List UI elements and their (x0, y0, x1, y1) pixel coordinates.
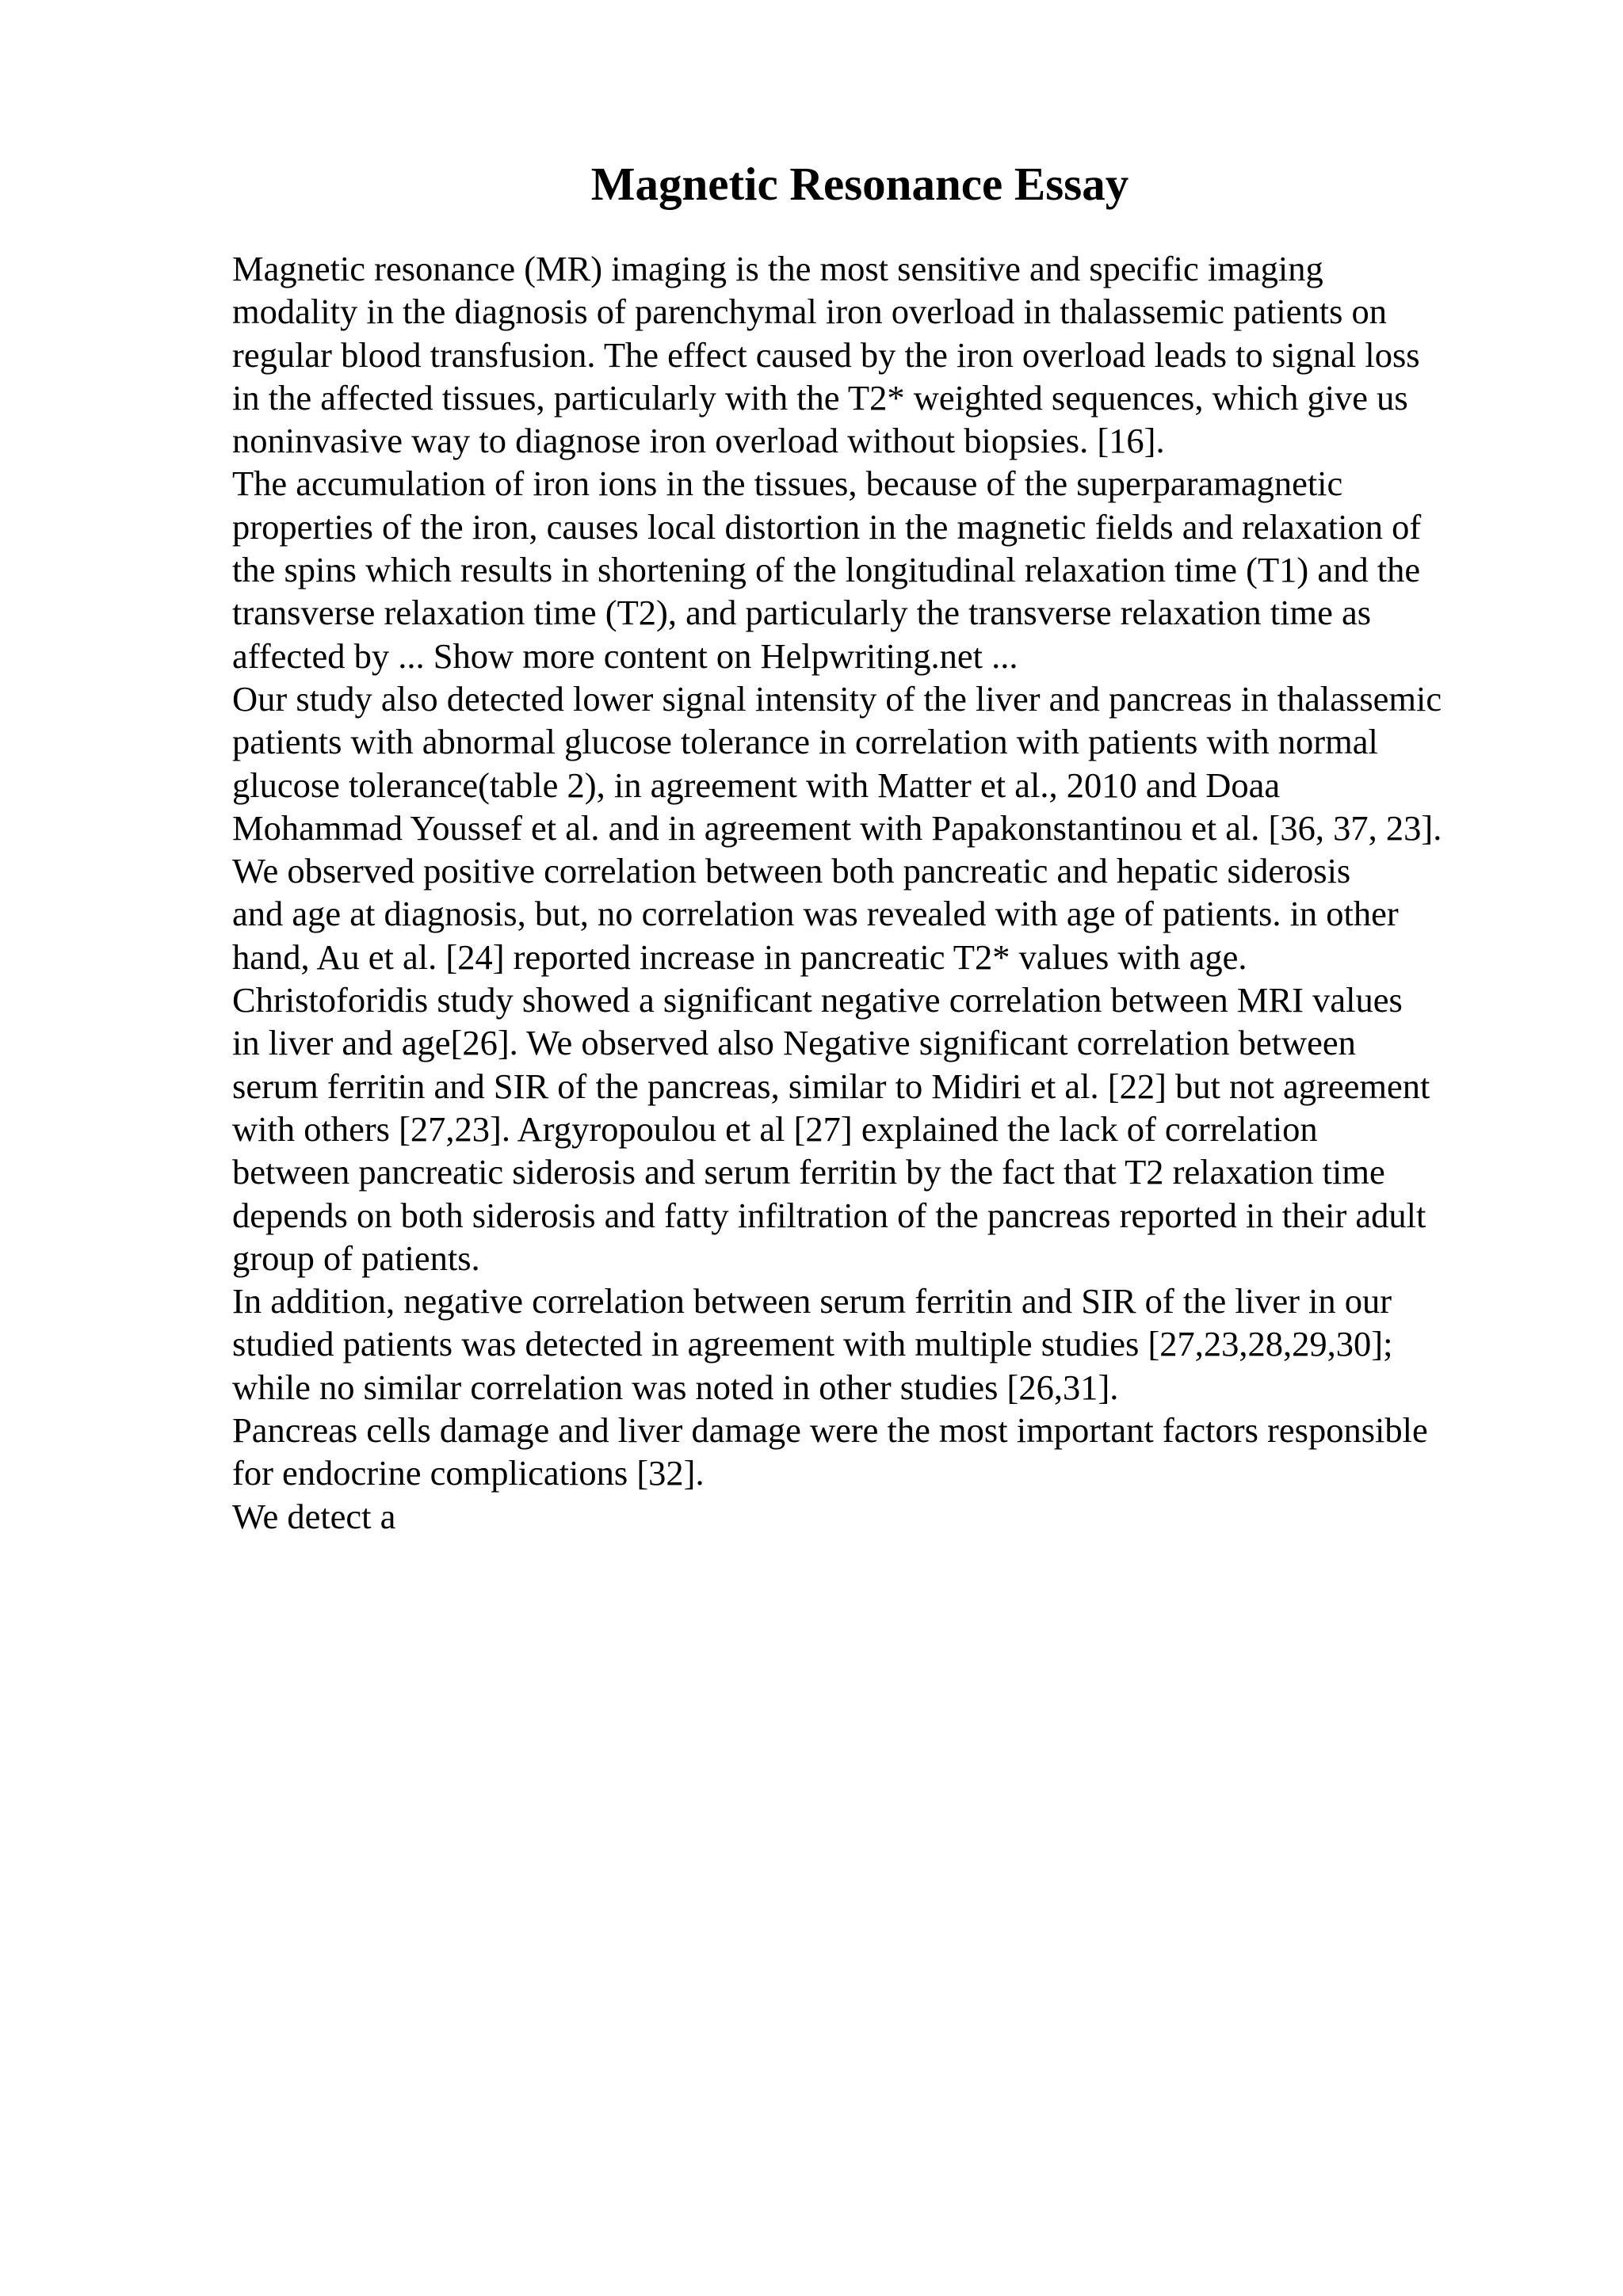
body-line: studied patients was detected in agreement with multiple studies [27,23,28,29,30]; (232, 1324, 1393, 1364)
body-line: Magnetic resonance (MR) imaging is the most sensitive and specific imaging (232, 249, 1323, 288)
body-line: glucose tolerance(table 2), in agreement with Matter et al., 2010 and Doaa (232, 765, 1281, 805)
body-line: Mohammad Youssef et al. and in agreement with Papakonstantinou et al. [36, 37, 23]. (232, 807, 1442, 848)
body-line: transverse relaxation time (T2), and particularly the transverse relaxation time as (232, 593, 1372, 633)
body-line: Christoforidis study showed a significant negative correlation between MRI values (232, 980, 1403, 1020)
document-title: Magnetic Resonance Essay (590, 158, 1129, 210)
document-body (232, 247, 1595, 1538)
body-line: regular blood transfusion. The effect caused by the iron overload leads to signal loss (232, 334, 1420, 375)
body-line: Our study also detected lower signal intensity of the liver and pancreas in thalassemic (232, 678, 1442, 719)
body-line: with others [27,23]. Argyropoulou et al [27] explained the lack of correlation (232, 1108, 1318, 1149)
body-line: group of patients. (232, 1238, 480, 1278)
body-line: serum ferritin and SIR of the pancreas, similar to Midiri et al. [22] but not agreement (232, 1066, 1430, 1106)
body-line: In addition, negative correlation between serum ferritin and SIR of the liver in our (232, 1281, 1392, 1322)
body-line: We detect a (232, 1496, 396, 1536)
body-line: We observed positive correlation between both pancreatic and hepatic siderosis (232, 851, 1351, 891)
body-line: modality in the diagnosis of parenchymal iron overload in thalassemic patients on (232, 292, 1388, 332)
body-line: in liver and age[26]. We observed also Negative significant correlation between (232, 1023, 1356, 1063)
body-line: properties of the iron, causes local distortion in the magnetic fields and relaxation of (232, 506, 1422, 547)
body-line: patients with abnormal glucose tolerance in correlation with patients with normal (232, 722, 1378, 762)
body-line: and age at diagnosis, but, no correlation was revealed with age of patients. in other (232, 894, 1399, 934)
body-line: The accumulation of iron ions in the tissues, because of the superparamagnetic (232, 463, 1343, 504)
body-line: Pancreas cells damage and liver damage were the most important factors responsible (232, 1410, 1428, 1451)
body-line: depends on both siderosis and fatty infiltration of the pancreas reported in their adult (232, 1195, 1426, 1235)
body-line: while no similar correlation was noted in other studies [26,31]. (232, 1367, 1119, 1407)
body-line: for endocrine complications [32]. (232, 1453, 705, 1493)
body-line: in the affected tissues, particularly with the T2* weighted sequences, which give us (232, 377, 1408, 418)
body-line: the spins which results in shortening of the longitudinal relaxation time (T1) and the (232, 550, 1421, 590)
body-line: hand, Au et al. [24] reported increase in pancreatic T2* values with age. (232, 936, 1247, 977)
body-line: between pancreatic siderosis and serum ferritin by the fact that T2 relaxation time (232, 1152, 1385, 1192)
body-line: affected by ... Show more content on Helpwriting.net ... (232, 635, 1018, 676)
body-line: noninvasive way to diagnose iron overload without biopsies. [16]. (232, 421, 1165, 461)
